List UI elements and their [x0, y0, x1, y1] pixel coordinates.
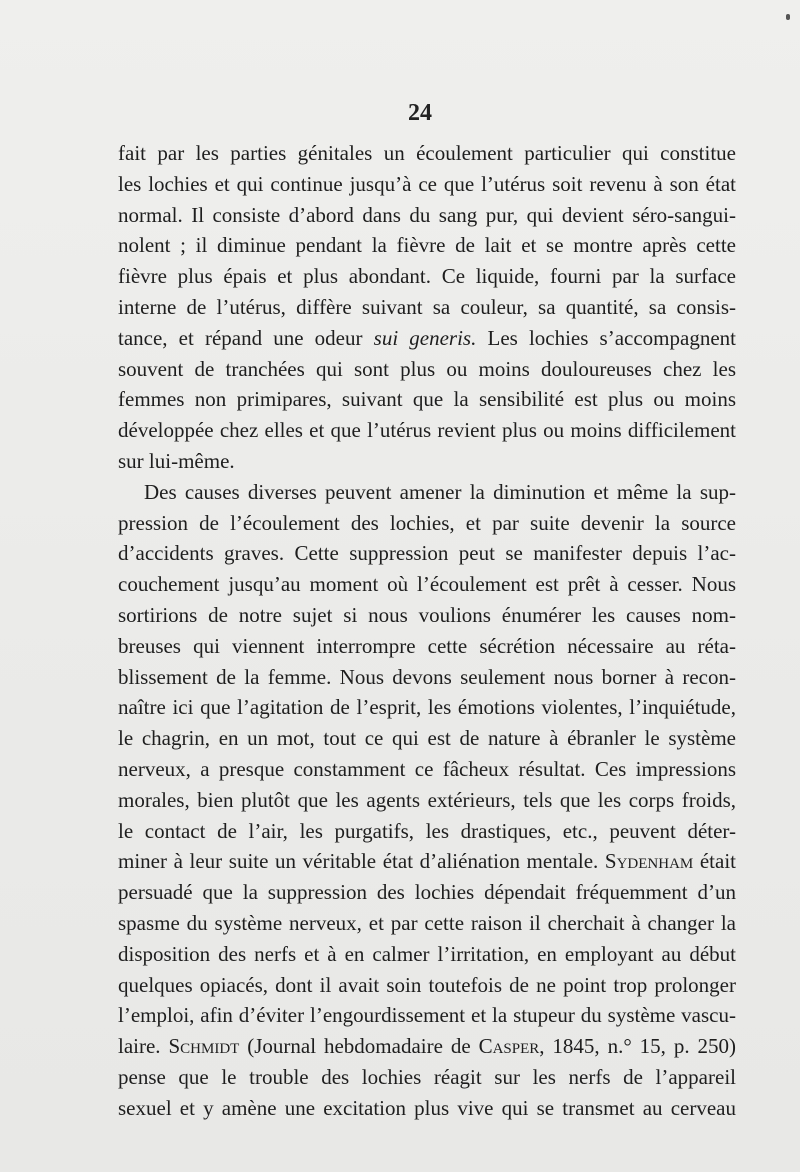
text-run: Les lochies s’accompagnent	[476, 325, 736, 350]
text-line: l’emploi, afin d’éviter l’engourdissement et la stupeur du système vascu-	[118, 1003, 736, 1028]
text-line: le contact de l’air, les purgatifs, les drastiques, etc., peuvent déter-	[118, 818, 736, 843]
text-line: interne de l’utérus, diffère suivant sa couleur, sa quantité, sa consis-	[118, 294, 736, 319]
text-line	[118, 323, 736, 354]
text-line: Des causes diverses peuvent amener la diminution et même la sup-	[144, 479, 736, 504]
text-line	[118, 1031, 736, 1062]
text-line: disposition des nerfs et à en calmer l’irritation, en employant au début	[118, 941, 736, 966]
text-line: souvent de tranchées qui sont plus ou moins douloureuses chez les	[118, 356, 736, 381]
text-run: était	[693, 849, 736, 874]
body-text	[118, 138, 736, 1124]
text-line: fait par les parties génitales un écoulement particulier qui constitue	[118, 141, 736, 165]
page-number: 24	[408, 100, 432, 126]
text-line: pense que le trouble des lochies réagit sur les nerfs de l’appareil	[118, 1064, 736, 1089]
text-line: développée chez elles et que l’utérus revient plus ou moins difficilement	[118, 418, 736, 443]
text-line: d’accidents graves. Cette suppression peut se manifester depuis l’ac-	[118, 541, 736, 566]
text-line: morales, bien plutôt que les agents extérieurs, tels que les corps froids,	[118, 787, 736, 812]
text-line: couchement jusqu’au moment où l’écoulement est prêt à cesser. Nous	[118, 572, 736, 597]
text-line	[118, 846, 736, 877]
text-run: , 1845, n.° 15, p. 250)	[539, 1034, 736, 1059]
text-line: fièvre plus épais et plus abondant. Ce liquide, fourni par la surface	[118, 264, 736, 289]
text-line: sur lui-même.	[118, 448, 235, 473]
text-run: tance, et répand une odeur	[118, 325, 374, 350]
text-line: persuadé que la suppression des lochies dépendait fréquemment d’un	[118, 880, 736, 905]
text-line: sortirions de notre sujet si nous voulions énumérer les causes nom-	[118, 602, 736, 627]
text-line: naître ici que l’agitation de l’esprit, les émotions violentes, l’inquiétude,	[118, 695, 736, 720]
latin-phrase: sui generis.	[373, 325, 477, 350]
text-run: (Journal hebdomadaire de	[239, 1034, 479, 1059]
text-line: spasme du système nerveux, et par cette raison il cherchait à changer la	[118, 910, 736, 935]
text-line: pression de l’écoulement des lochies, et par suite devenir la source	[118, 510, 736, 535]
author-name: Casper	[478, 1034, 540, 1059]
text-line: les lochies et qui continue jusqu’à ce que l’utérus soit revenu à son état	[118, 171, 736, 196]
text-run: laire.	[118, 1034, 169, 1059]
text-line: quelques opiacés, dont il avait soin toutefois de ne point trop prolonger	[118, 972, 736, 997]
text-line: normal. Il consiste d’abord dans du sang pur, qui devient séro-sangui-	[118, 202, 736, 227]
text-run: miner à leur suite un véritable état d’aliénation mentale.	[118, 849, 605, 874]
text-line: le chagrin, en un mot, tout ce qui est de nature à ébranler le système	[118, 726, 736, 751]
page-edge-mark	[786, 14, 790, 20]
text-line: nerveux, a presque constamment ce fâcheux résultat. Ces impressions	[118, 756, 736, 781]
text-line: femmes non primipares, suivant que la sensibilité est plus ou moins	[118, 387, 736, 412]
author-name: Sydenham	[604, 849, 694, 874]
text-line: breuses qui viennent interrompre cette sécrétion nécessaire au réta-	[118, 633, 736, 658]
text-line: sexuel et y amène une excitation plus vive qui se transmet au cerveau	[118, 1095, 736, 1120]
text-line: blissement de la femme. Nous devons seulement nous borner à recon-	[118, 664, 736, 689]
author-name: Schmidt	[168, 1034, 240, 1059]
text-line: nolent ; il diminue pendant la fièvre de lait et se montre après cette	[118, 233, 736, 258]
